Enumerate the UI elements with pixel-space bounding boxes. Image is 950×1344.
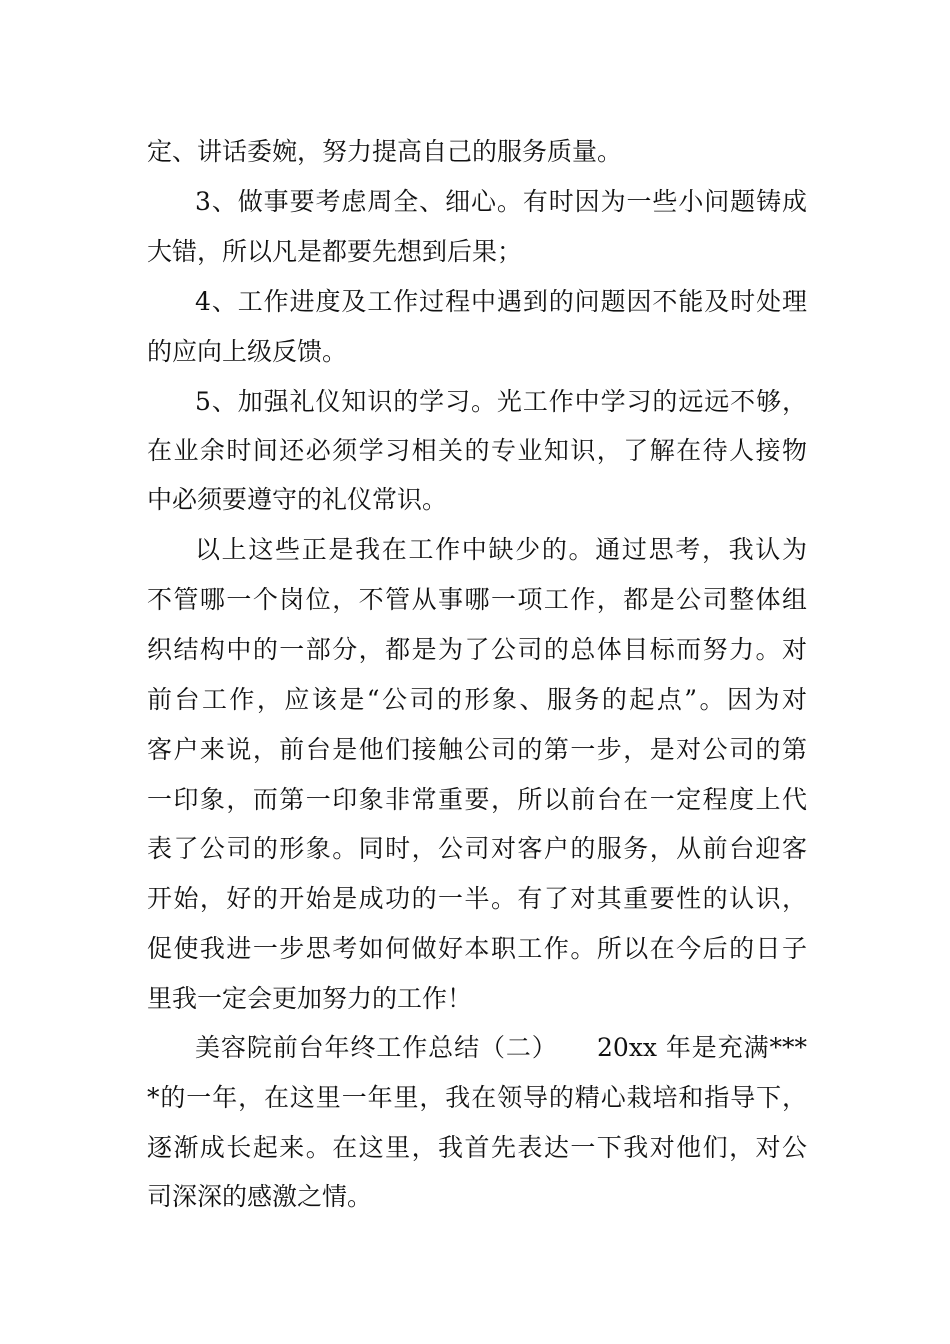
text-line-10: 不管哪一个岗位，不管从事哪一项工作，都是公司整体组 (147, 585, 807, 614)
text-line-6: 5、加强礼仪知识的学习。光工作中学习的远远不够， (195, 387, 807, 416)
text-line-9: 以上这些正是我在工作中缺少的。通过思考，我认为 (195, 535, 807, 564)
text-line-20: *的一年，在这里一年里，我在领导的精心栽培和指导下， (147, 1083, 807, 1112)
text-line-8: 中必须要遵守的礼仪常识。 (147, 485, 448, 514)
text-line-3: 大错，所以凡是都要先想到后果； (147, 237, 523, 266)
text-line-5: 的应向上级反馈。 (147, 337, 348, 366)
section-heading-line: 美容院前台年终工作总结（二） 20xx 年是充满*** (195, 1033, 807, 1062)
text-line-4: 4、工作进度及工作过程中遇到的问题因不能及时处理 (195, 287, 807, 316)
text-line-2: 3、做事要考虑周全、细心。有时因为一些小问题铸成 (195, 187, 807, 216)
text-line-16: 开始，好的开始是成功的一半。有了对其重要性的认识， (147, 884, 807, 913)
text-line-7: 在业余时间还必须学习相关的专业知识，了解在待人接物 (147, 436, 807, 465)
text-line-14: 一印象，而第一印象非常重要，所以前台在一定程度上代 (147, 785, 807, 814)
text-line-15: 表了公司的形象。同时，公司对客户的服务，从前台迎客 (147, 834, 807, 863)
text-line-12: 前台工作，应该是“公司的形象、服务的起点”。因为对 (147, 685, 807, 714)
text-line-1: 定、讲话委婉，努力提高自己的服务质量。 (147, 137, 623, 166)
text-line-18: 里我一定会更加努力的工作！ (147, 984, 473, 1013)
text-line-13: 客户来说，前台是他们接触公司的第一步，是对公司的第 (147, 735, 807, 764)
text-line-21: 逐渐成长起来。在这里，我首先表达一下我对他们，对公 (147, 1133, 807, 1162)
text-line-22: 司深深的感激之情。 (147, 1182, 373, 1211)
text-line-17: 促使我进一步思考如何做好本职工作。所以在今后的日子 (147, 934, 807, 963)
text-line-11: 织结构中的一部分，都是为了公司的总体目标而努力。对 (147, 635, 807, 664)
